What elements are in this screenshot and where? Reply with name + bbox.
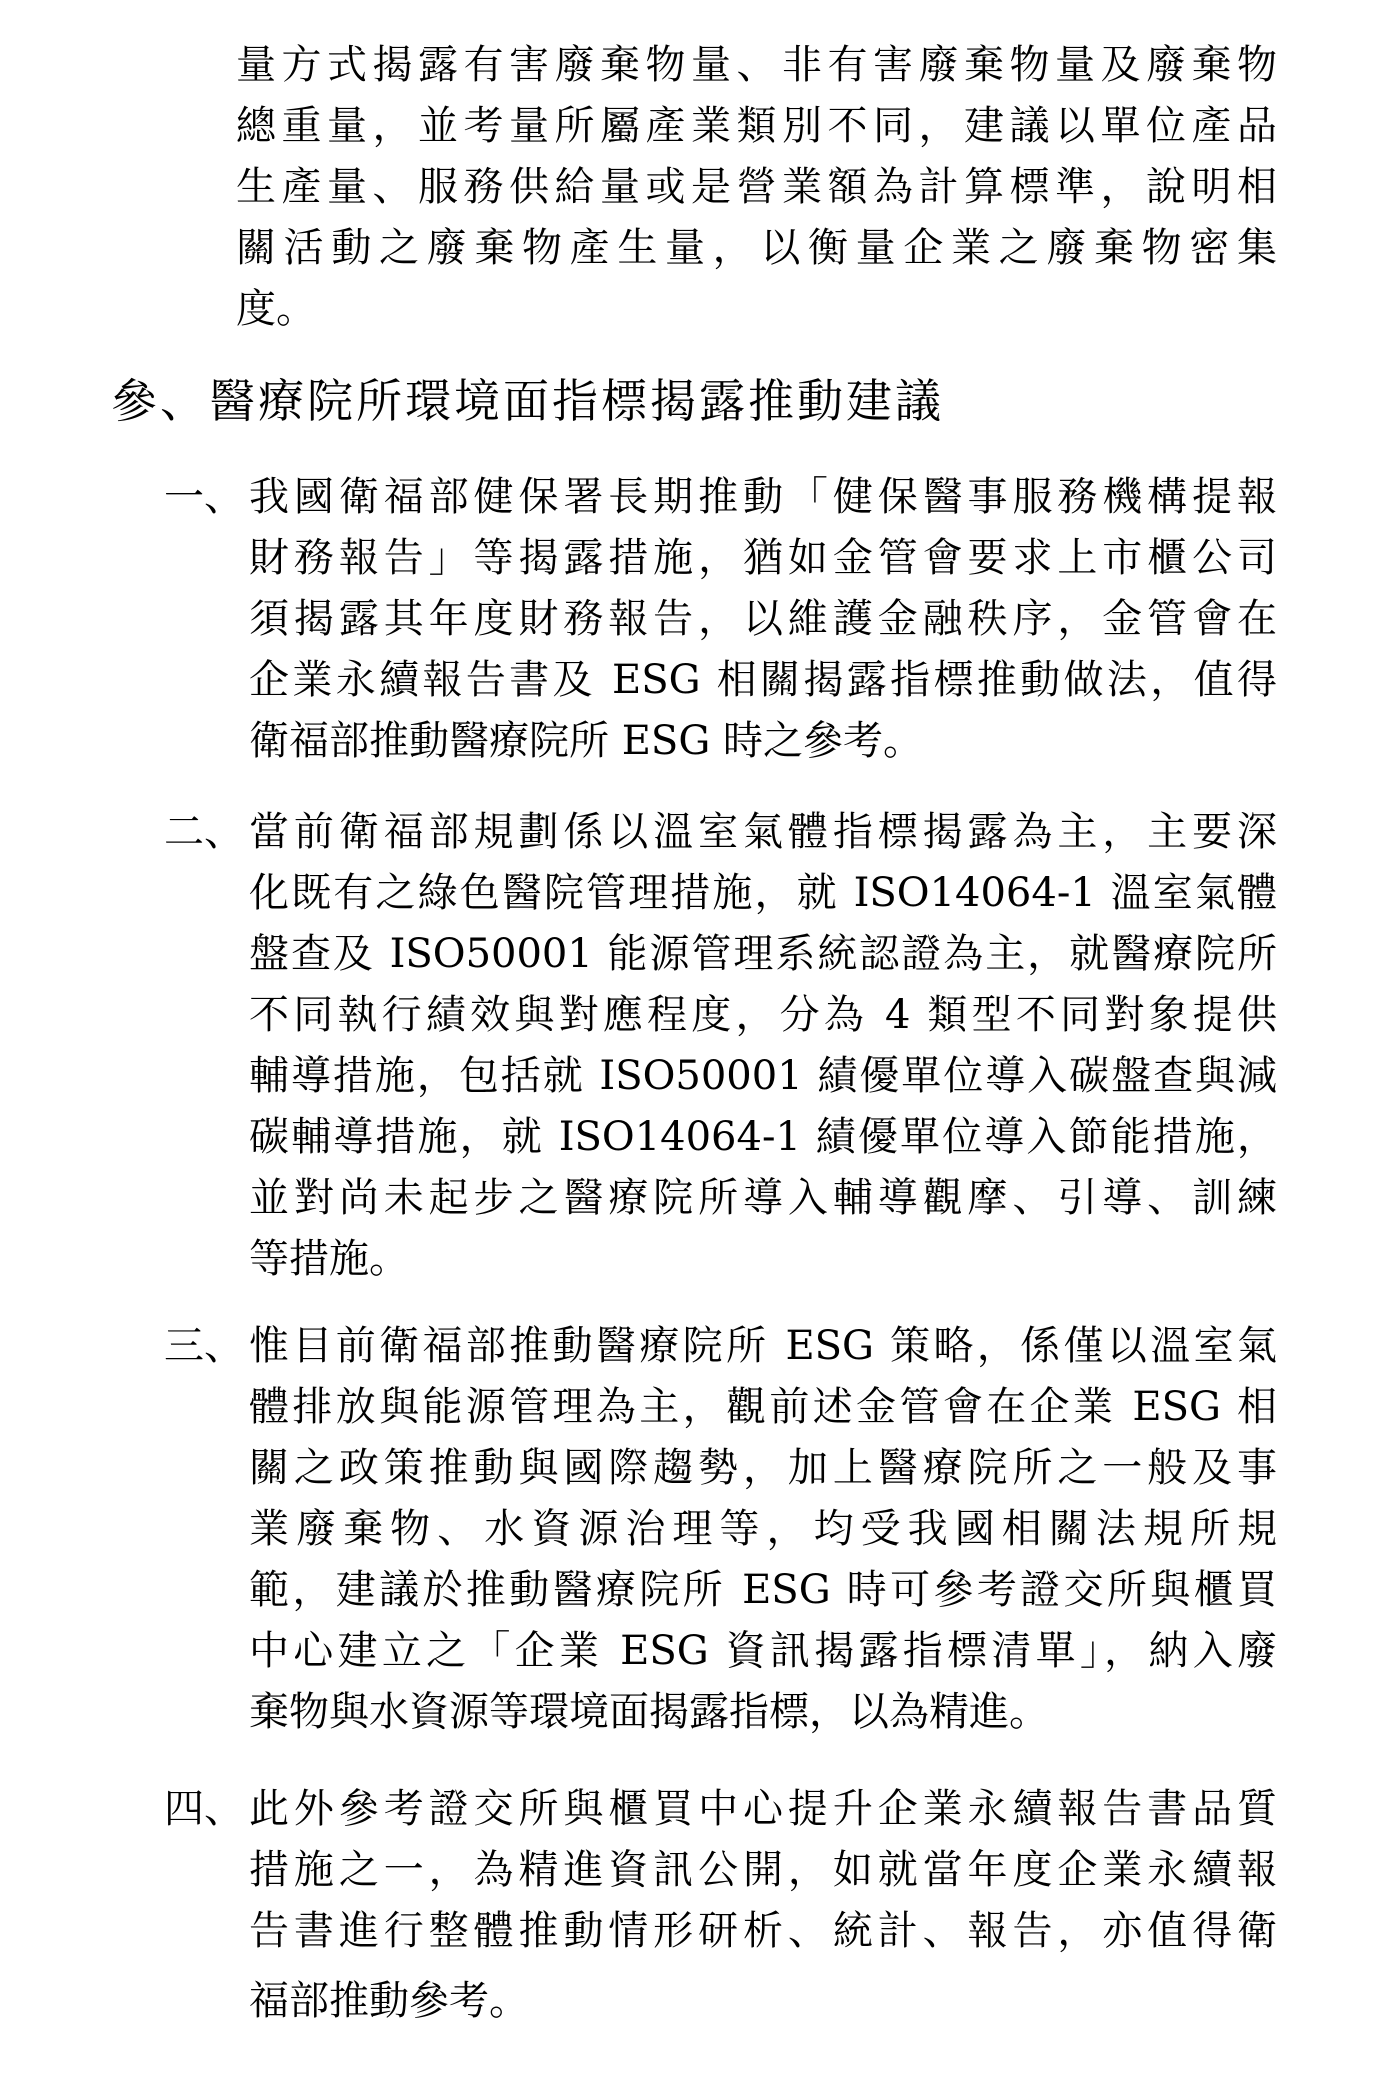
text-line: 輔導措施，包括就 ISO50001 績優單位導入碳盤查與減 <box>249 1053 1277 1099</box>
text-line: 業廢棄物、水資源治理等，均受我國相關法規所規 <box>249 1506 1277 1552</box>
item-text <box>249 1316 1277 1743</box>
text-line: 度。 <box>236 286 316 332</box>
text-line: 總重量，並考量所屬產業類別不同，建議以單位產品 <box>236 103 1277 149</box>
text-line: 範，建議於推動醫療院所 ESG 時可參考證交所與櫃買 <box>249 1567 1277 1613</box>
item-text <box>249 467 1277 772</box>
text-line: 盤查及 ISO50001 能源管理系統認證為主，就醫療院所 <box>249 931 1277 977</box>
text-line: 等措施。 <box>249 1236 409 1282</box>
text-line: 須揭露其年度財務報告，以維護金融秩序，金管會在 <box>249 596 1277 642</box>
text-line: 棄物與水資源等環境面揭露指標，以為精進。 <box>249 1689 1049 1735</box>
text-line: 關之政策推動與國際趨勢，加上醫療院所之一般及事 <box>249 1445 1277 1491</box>
item-number: 二、 <box>164 809 244 855</box>
text-line: 惟目前衛福部推動醫療院所 ESG 策略，係僅以溫室氣 <box>249 1323 1277 1369</box>
text-line: 此外參考證交所與櫃買中心提升企業永續報告書品質 <box>249 1786 1277 1832</box>
text-line: 當前衛福部規劃係以溫室氣體指標揭露為主，主要深 <box>249 809 1277 855</box>
text-line: 我國衛福部健保署長期推動「健保醫事服務機構提報 <box>249 474 1277 520</box>
text-line: 生產量、服務供給量或是營業額為計算標準，說明相 <box>236 164 1277 210</box>
item-number: 四、 <box>164 1786 244 1832</box>
section-heading: 參、醫療院所環境面指標揭露推動建議 <box>111 374 944 428</box>
text-line: 不同執行績效與對應程度，分為 4 類型不同對象提供 <box>249 992 1277 1038</box>
item-text <box>249 1779 1277 2032</box>
item-text <box>249 802 1277 1290</box>
text-line: 關活動之廢棄物產生量，以衡量企業之廢棄物密集 <box>236 225 1277 271</box>
text-line: 福部推動參考。 <box>249 1978 529 2024</box>
text-line: 企業永續報告書及 ESG 相關揭露指標推動做法，值得 <box>249 657 1277 703</box>
text-line: 量方式揭露有害廢棄物量、非有害廢棄物量及廢棄物 <box>236 42 1277 88</box>
text-line: 衛福部推動醫療院所 ESG 時之參考。 <box>249 718 923 764</box>
text-line: 碳輔導措施，就 ISO14064-1 績優單位導入節能措施， <box>249 1114 1277 1160</box>
item-number: 三、 <box>164 1323 244 1369</box>
text-line: 財務報告」等揭露措施，猶如金管會要求上市櫃公司 <box>249 535 1277 581</box>
intro-paragraph <box>236 35 1277 340</box>
item-number: 一、 <box>164 474 244 520</box>
text-line: 中心建立之「企業 ESG 資訊揭露指標清單」，納入廢 <box>249 1628 1277 1674</box>
text-line: 告書進行整體推動情形研析、統計、報告，亦值得衛 <box>249 1908 1277 1954</box>
text-line: 體排放與能源管理為主，觀前述金管會在企業 ESG 相 <box>249 1384 1277 1430</box>
text-line: 並對尚未起步之醫療院所導入輔導觀摩、引導、訓練 <box>249 1175 1277 1221</box>
text-line: 化既有之綠色醫院管理措施，就 ISO14064-1 溫室氣體 <box>249 870 1277 916</box>
text-line: 措施之一，為精進資訊公開，如就當年度企業永續報 <box>249 1847 1277 1893</box>
